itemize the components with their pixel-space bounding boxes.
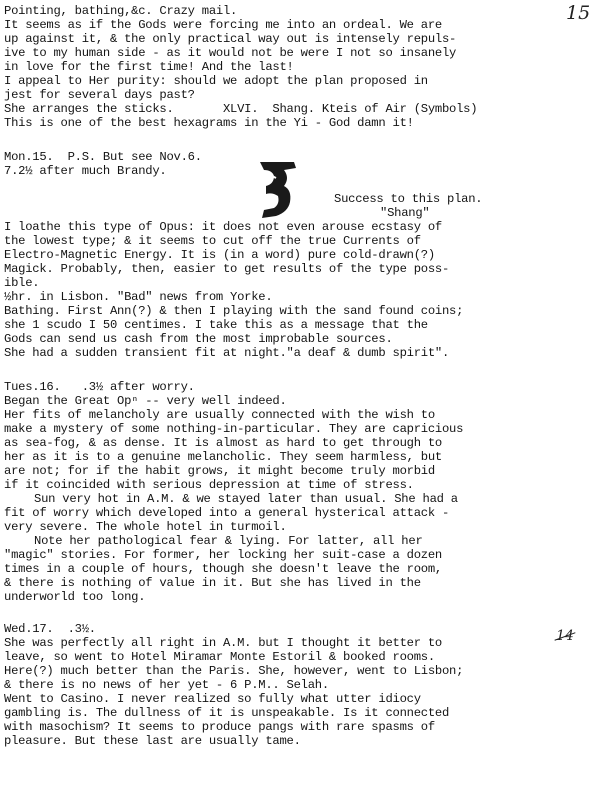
text-line: pleasure. But these last are usually tame. (4, 734, 301, 748)
text-line: underworld too long. (4, 590, 146, 604)
text-line: Pointing, bathing,&c. Crazy mail. (4, 4, 238, 18)
text-line: "Shang" (380, 206, 430, 220)
text-line: make a mystery of some nothing-in-particular. They are capricious (4, 422, 464, 436)
page-number: 15 (566, 2, 591, 24)
text-line: she 1 scudo I 50 centimes. I take this as a message that the (4, 318, 428, 332)
text-line: ½hr. in Lisbon. "Bad" news from Yorke. (4, 290, 273, 304)
text-line: Success to this plan. (334, 192, 483, 206)
text-line: Electro-Magnetic Energy. It is (in a word) pure cold-drawn(?) (4, 248, 435, 262)
text-line: as sea-fog, & as dense. It is almost as hard to get through to (4, 436, 442, 450)
text-line: This is one of the best hexagrams in the Yi - God damn it! (4, 116, 414, 130)
entry-heading: Wed.17. .3½. (4, 622, 96, 636)
text-line: & there is no news of her yet - 6 P.M.. Selah. (4, 678, 329, 692)
text-line: I appeal to Her purity: should we adopt the plan proposed in (4, 74, 428, 88)
text-line: up against it, & the only practical way out is intensely repuls- (4, 32, 457, 46)
text-line: with masochism? It seems to produce pangs with rare spasms of (4, 720, 435, 734)
text-line: I loathe this type of Opus: it does not even arouse ecstasy of (4, 220, 442, 234)
text-line: "magic" stories. For former, her locking her suit-case a dozen (4, 548, 442, 562)
text-line: She arranges the sticks. XLVI. Shang. Kteis of Air (Symbols) (4, 102, 478, 116)
text-line: 7.2½ after much Brandy. (4, 164, 167, 178)
text-line: leave, so went to Hotel Miramar Monte Estoril & booked rooms. (4, 650, 435, 664)
text-line: & there is nothing of value in it. But she has lived in the (4, 576, 421, 590)
entry-heading: Mon.15. P.S. But see Nov.6. (4, 150, 202, 164)
text-line: Her fits of melancholy are usually connected with the wish to (4, 408, 435, 422)
text-line: gambling is. The dullness of it is unspeakable. Is it connected (4, 706, 450, 720)
text-line: are not; for if the habit grows, it might become truly morbid (4, 464, 435, 478)
text-line: ible. (4, 276, 40, 290)
text-line: She was perfectly all right in A.M. but I thought it better to (4, 636, 442, 650)
text-line: her as it is to a genuine melancholic. They seem harmless, but (4, 450, 442, 464)
text-line: Sun very hot in A.M. & we stayed later than usual. She had a (34, 492, 458, 506)
text-line: It seems as if the Gods were forcing me into an ordeal. We are (4, 18, 442, 32)
text-line: in love for the first time! And the last! (4, 60, 294, 74)
text-line: Magick. Probably, then, easier to get results of the type poss- (4, 262, 450, 276)
text-line: She had a sudden transient fit at night."a deaf & dumb spirit". (4, 346, 450, 360)
text-line: Went to Casino. I never realized so fully what utter idiocy (4, 692, 421, 706)
text-line: Gods can send us cash from the most improbable sources. (4, 332, 393, 346)
shang-hexagram-ink-glyph (254, 158, 300, 220)
text-line: jest for several days past? (4, 88, 195, 102)
text-line: Note her pathological fear & lying. For latter, all her (34, 534, 423, 548)
text-line: Bathing. First Ann(?) & then I playing with the sand found coins; (4, 304, 464, 318)
text-line: Here(?) much better than the Paris. She, however, went to Lisbon; (4, 664, 464, 678)
text-line: if it coincided with serious depression at time of stress. (4, 478, 414, 492)
text-line: fit of worry which developed into a general hysterical attack - (4, 506, 450, 520)
text-line: the lowest type; & it seems to cut off the true Currents of (4, 234, 421, 248)
struck-margin-note: 14 (556, 628, 574, 644)
text-line: very severe. The whole hotel in turmoil. (4, 520, 287, 534)
text-line: Began the Great Opⁿ -- very well indeed. (4, 394, 287, 408)
text-line: times in a couple of hours, though she doesn't leave the room, (4, 562, 442, 576)
text-line: ive to my human side - as it would not be were I not so insanely (4, 46, 457, 60)
entry-heading: Tues.16. .3½ after worry. (4, 380, 195, 394)
